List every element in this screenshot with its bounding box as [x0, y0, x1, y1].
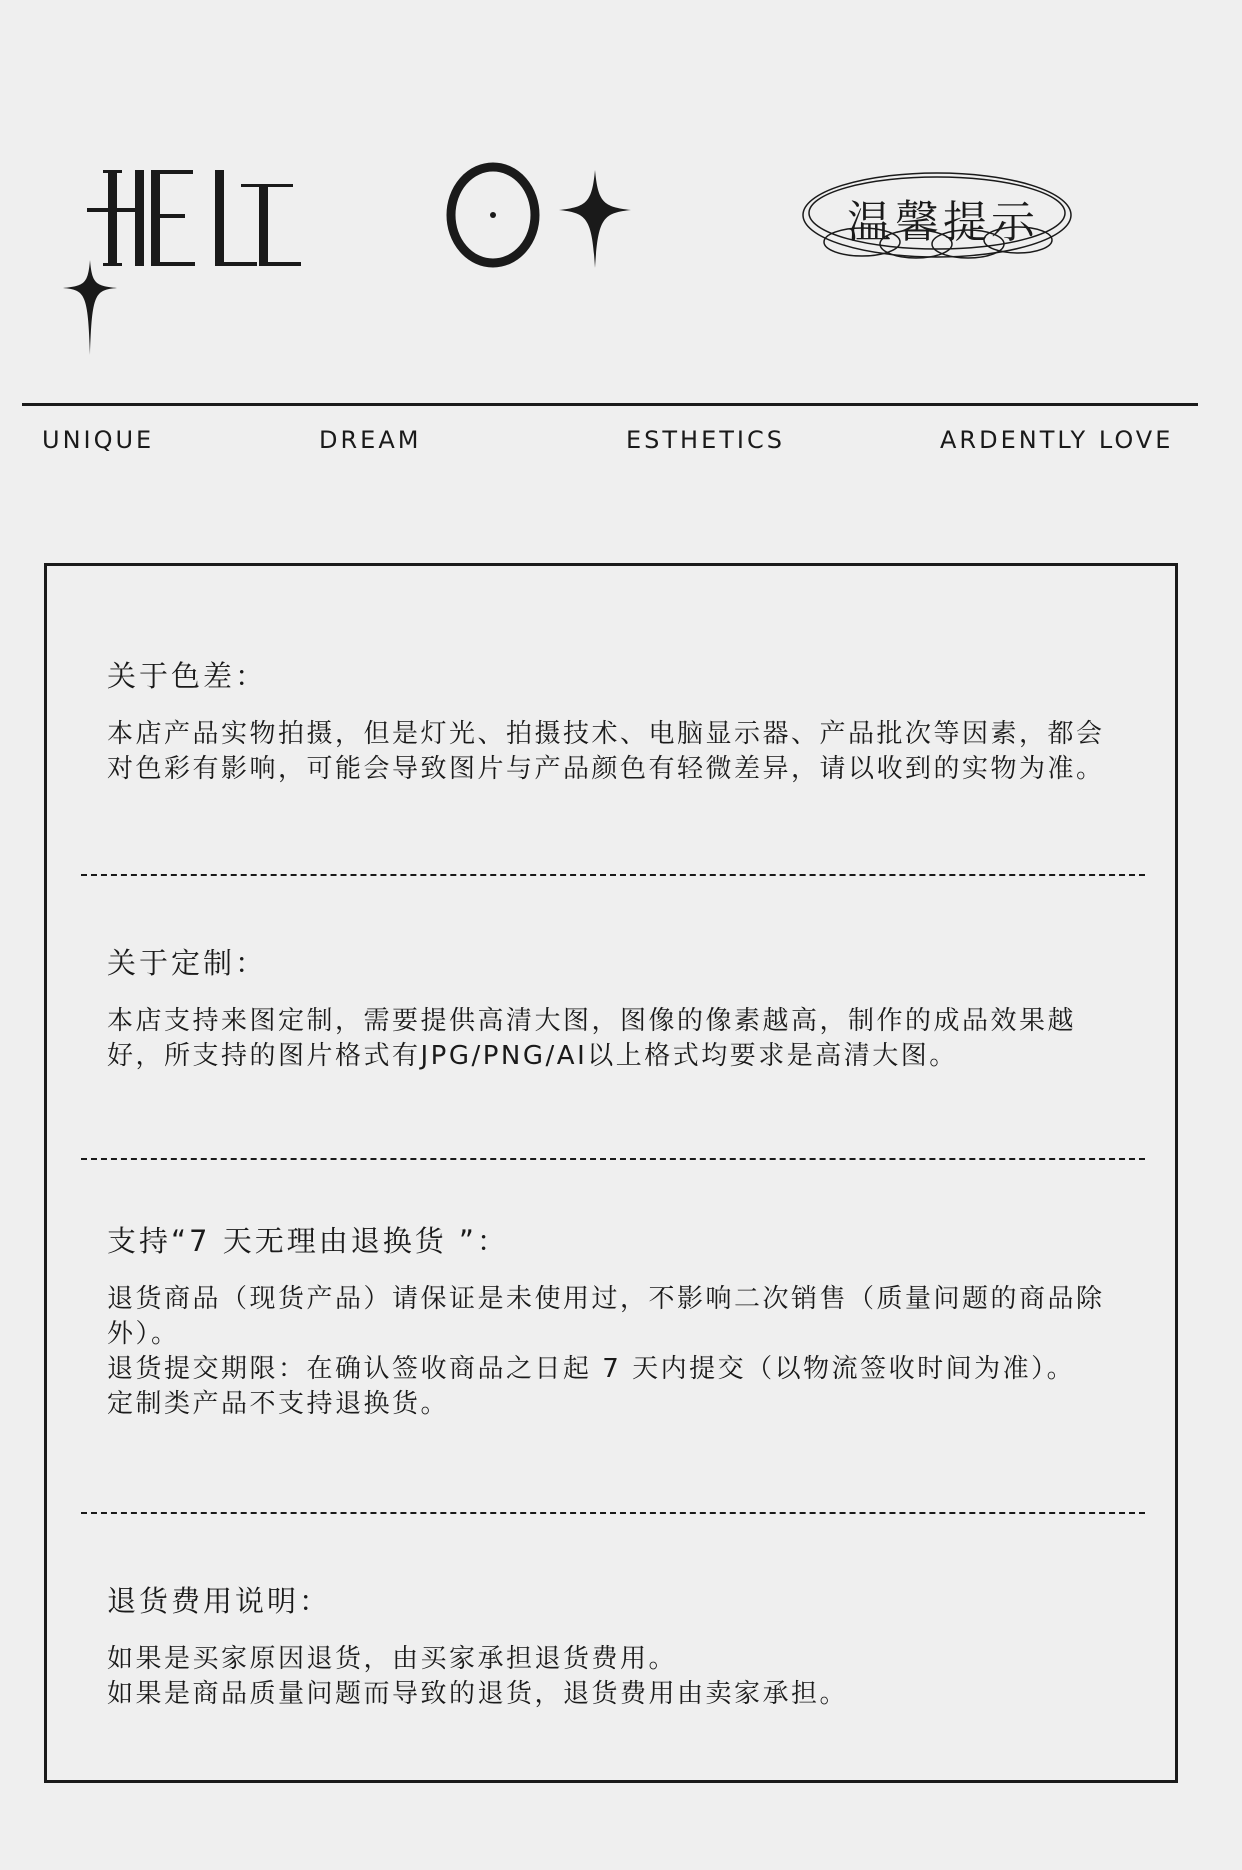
- header-rule: [22, 403, 1198, 406]
- section-line: 本店产品实物拍摄，但是灯光、拍摄技术、电脑显示器、产品批次等因素，都会对色彩有影响，可能会导致图片与产品颜色有轻微差异，请以收到的实物为准。: [107, 719, 1105, 784]
- section-body: [107, 1642, 1117, 1712]
- section-body: [107, 717, 1117, 787]
- tagline-esthetics: ESTHETICS: [626, 426, 785, 454]
- tip-badge-text: 温馨提示: [847, 197, 1039, 248]
- tagline-dream: DREAM: [319, 426, 422, 454]
- section-title: 退货费用说明：: [107, 1584, 332, 1618]
- section-return-policy: [107, 1219, 1117, 1422]
- tagline-unique: UNIQUE: [42, 426, 155, 454]
- section-customization: [107, 941, 1117, 1074]
- section-body: [107, 1282, 1117, 1422]
- section-title: 关于定制：: [107, 946, 268, 980]
- dashed-divider: [81, 874, 1145, 876]
- section-title: 支持“7 天无理由退换货 ”：: [107, 1224, 509, 1258]
- tagline-ardently-love: ARDENTLY LOVE: [940, 426, 1174, 454]
- section-line: 定制类产品不支持退换货。: [107, 1389, 450, 1419]
- section-line: 退货提交期限：在确认签收商品之日起 7 天内提交（以物流签收时间为准）。: [107, 1354, 1076, 1384]
- section-line: 退货商品（现货产品）请保证是未使用过，不影响二次销售（质量问题的商品除外）。: [107, 1284, 1105, 1349]
- section-line: 如果是买家原因退货，由买家承担退货费用。: [107, 1644, 678, 1674]
- dashed-divider: [81, 1158, 1145, 1160]
- section-title: 关于色差：: [107, 659, 268, 693]
- dashed-divider: [81, 1512, 1145, 1514]
- section-return-fees: [107, 1579, 1117, 1712]
- section-color-difference: [107, 654, 1117, 787]
- section-line: 如果是商品质量问题而导致的退货，退货费用由卖家承担。: [107, 1679, 849, 1709]
- hello-logo: [55, 150, 645, 360]
- section-body: [107, 1004, 1117, 1074]
- notice-box: [44, 563, 1178, 1783]
- section-line: 本店支持来图定制，需要提供高清大图，图像的像素越高，制作的成品效果越好，所支持的图片格式有JPG/PNG/AI以上格式均要求是高清大图。: [107, 1006, 1077, 1071]
